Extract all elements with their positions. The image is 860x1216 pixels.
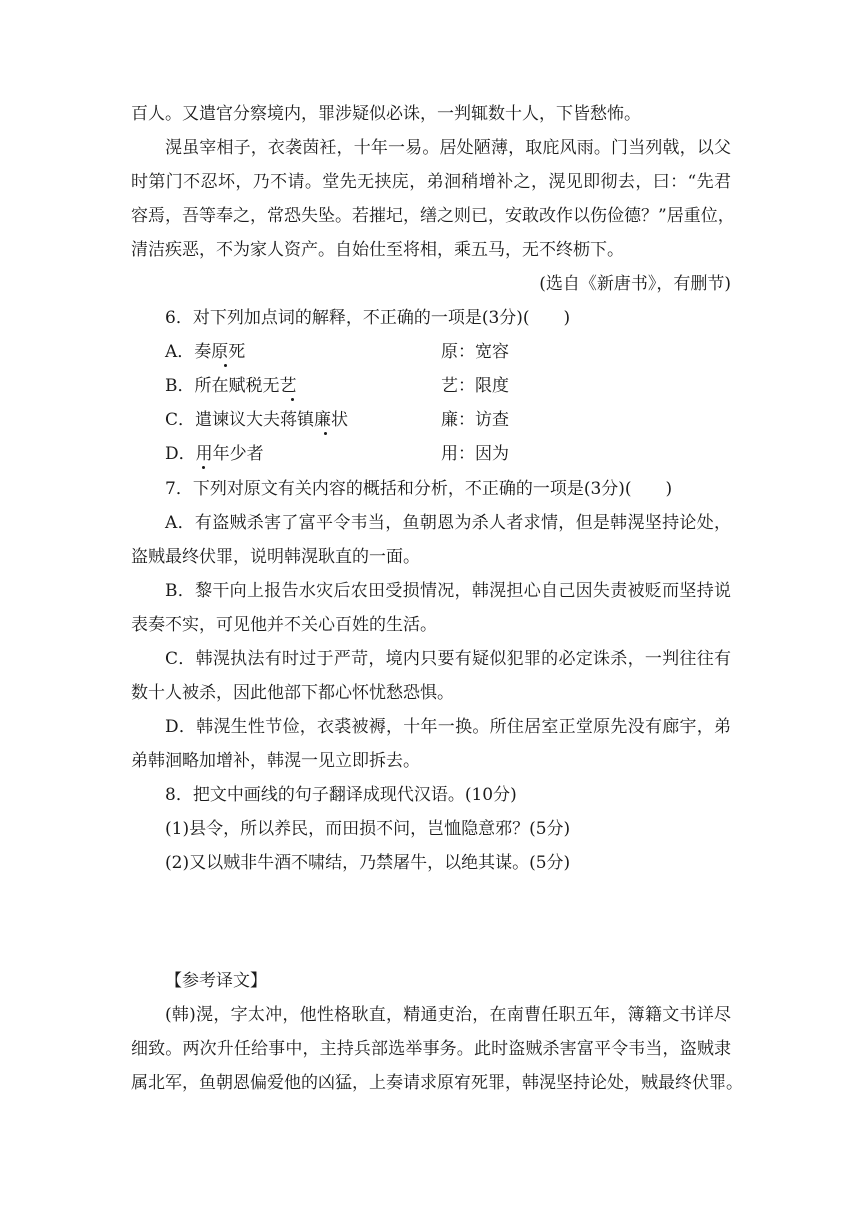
q7-option-d-line: 弟韩洄略加增补，韩滉一见立即拆去。 — [131, 751, 420, 771]
q8-sentence-1: (1)县令，所以养民，而田损不问，岂恤隐意邪？(5分) — [165, 819, 571, 839]
emphasis-dot — [224, 364, 227, 367]
emphasis-dot — [291, 398, 294, 401]
passage-line: 百人。又遣官分察境内，罪涉疑似必诛，一判辄数十人，下皆愁怖。 — [131, 104, 641, 124]
passage-line: 清洁疾恶，不为家人资产。自始仕至将相，乘五马，无不终枥下。 — [131, 240, 624, 260]
passage-line: 滉虽宰相子，衣袭茵衽，十年一易。居处陋薄，取庇风雨。门当列戟，以父 — [165, 138, 731, 158]
question-6-stem: 6．对下列加点词的解释，不正确的一项是(3分)( ) — [165, 308, 571, 328]
q6-option-b-gloss: 艺：限度 — [441, 376, 509, 396]
passage-line: 时第门不忍坏，乃不请。堂先无挟庑，弟洄稍增补之，滉见即彻去，曰：“先君 — [131, 172, 731, 192]
reference-line: 细致。两次升任给事中，主持兵部选举事务。此时盗贼杀害富平令韦当，盗贼隶 — [131, 1039, 731, 1059]
reference-heading: 【参考译文】 — [165, 971, 267, 991]
q7-option-b-line: 表奏不实，可见他并不关心百姓的生活。 — [131, 615, 437, 635]
question-8-stem: 8．把文中画线的句子翻译成现代汉语。(10分) — [165, 785, 517, 805]
emphasis-dot — [202, 466, 205, 469]
passage-line: 容焉，吾等奉之，常恐失坠。若摧圮，缮之则已，安敢改作以伤俭德？”居重位， — [131, 206, 735, 226]
q6-option-d-gloss: 用：因为 — [441, 444, 509, 464]
q7-option-c-line: 数十人被杀，因此他部下都心怀忧愁恐惧。 — [131, 683, 454, 703]
q6-option-a-gloss: 原：宽容 — [441, 342, 509, 362]
q8-sentence-2: (2)又以贼非牛酒不啸结，乃禁屠牛，以绝其谋。(5分) — [165, 853, 571, 873]
reference-line: 属北军，鱼朝恩偏爱他的凶猛，上奏请求原宥死罪，韩滉坚持论处，贼最终伏罪。 — [131, 1073, 743, 1093]
q7-option-c-line: C．韩滉执法有时过于严苛，境内只要有疑似犯罪的必定诛杀，一判往往有 — [165, 649, 731, 669]
q7-option-a-line: A．有盗贼杀害了富平令韦当，鱼朝恩为杀人者求情，但是韩滉坚持论处， — [165, 513, 731, 533]
q7-option-d-line: D．韩滉生性节俭，衣裘被褥，十年一换。所住居室正堂原先没有廊宇，弟 — [165, 717, 731, 737]
source-citation: (选自《新唐书》，有删节) — [539, 274, 731, 294]
q6-option-d-text: D．用年少者 — [165, 444, 264, 464]
q6-option-c-text: C．遣谏议大夫蒋镇廉状 — [165, 410, 349, 430]
reference-line: (韩)滉，字太冲，他性格耿直，精通吏治，在南曹任职五年，簿籍文书详尽 — [165, 1005, 731, 1025]
q6-option-b-text: B．所在赋税无艺 — [165, 376, 297, 396]
question-7-stem: 7．下列对原文有关内容的概括和分析，不正确的一项是(3分)( ) — [165, 479, 673, 499]
q7-option-a-line: 盗贼最终伏罪，说明韩滉耿直的一面。 — [131, 547, 420, 567]
q6-option-a-text: A．奏原死 — [165, 342, 246, 362]
emphasis-dot — [324, 432, 327, 435]
q6-option-c-gloss: 廉：访查 — [441, 410, 509, 430]
q7-option-b-line: B．黎干向上报告水灾后农田受损情况，韩滉担心自己因失责被贬而坚持说 — [165, 581, 731, 601]
